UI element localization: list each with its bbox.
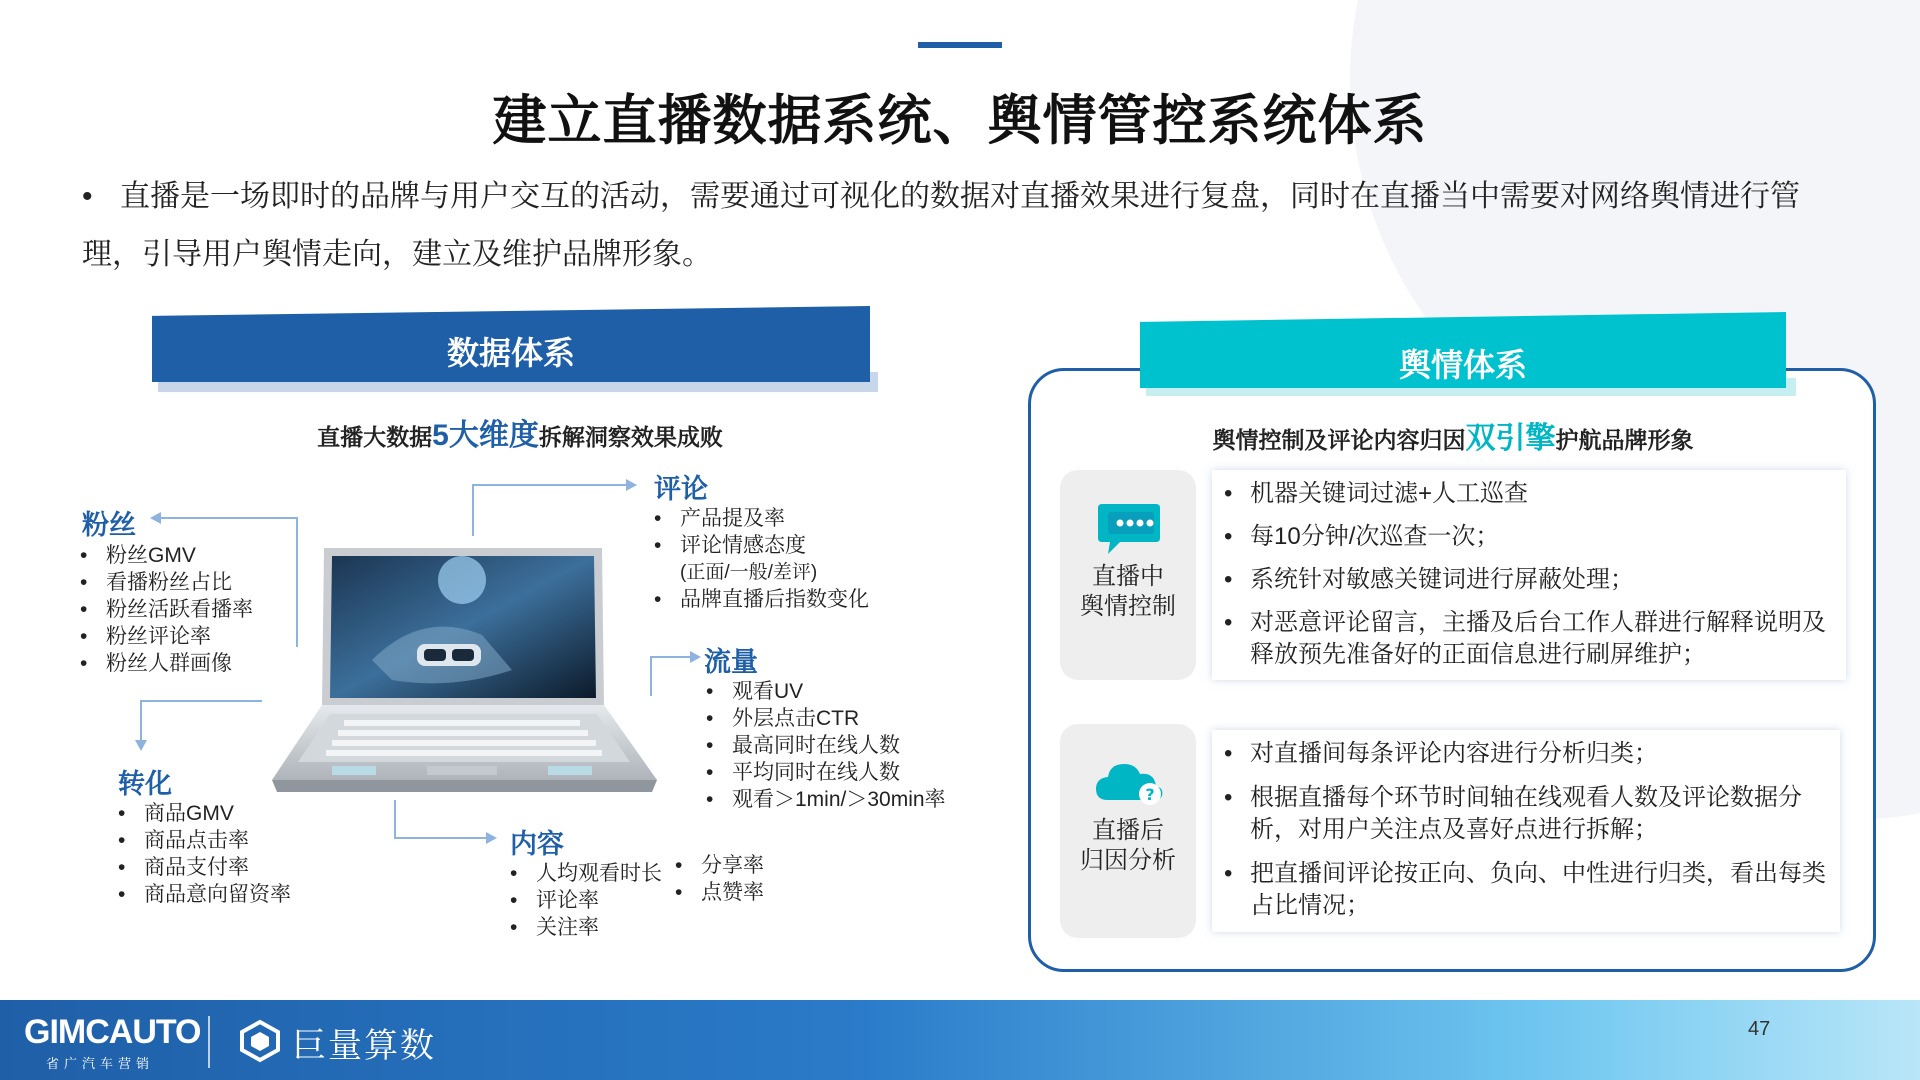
list-item: • 观看＞1min/＞30min率: [704, 786, 946, 813]
list-item: • 评论情感态度: [652, 532, 869, 559]
title-accent-bar: [918, 42, 1002, 48]
list-item: • 平均同时在线人数: [704, 759, 946, 786]
list-item: • 看播粉丝占比: [78, 569, 253, 596]
list-item: • 最高同时在线人数: [704, 732, 946, 759]
connector-line: [472, 484, 626, 486]
list-item: • 粉丝活跃看播率: [78, 596, 253, 623]
list-item: • 外层点击CTR: [704, 705, 946, 732]
connector-arrow: [150, 512, 161, 524]
page-number: 47: [1748, 1018, 1771, 1040]
connector-arrow: [486, 832, 497, 844]
list-item: • 关注率: [508, 914, 662, 941]
connector-line: [394, 800, 396, 838]
traffic-title: 流量: [704, 647, 758, 677]
list-item: • 每10分钟/次巡查一次；: [1218, 521, 1838, 553]
data-system-header-label: 数据体系: [446, 335, 575, 371]
connector-arrow: [135, 740, 147, 751]
list-item: • 系统针对敏感关键词进行屏蔽处理；: [1218, 564, 1838, 596]
footer-bar: [0, 1000, 1920, 1080]
list-item: • 机器关键词过滤+人工巡查: [1218, 478, 1838, 510]
connector-line: [472, 484, 474, 536]
list-item: • 对恶意评论留言，主播及后台工作人群进行解释说明及释放预先准备好的正面信息进行刷屏维护；: [1218, 607, 1838, 671]
list-item: • 点赞率: [673, 879, 764, 906]
laptop-image: [252, 540, 672, 800]
post-live-label: [1060, 816, 1196, 876]
conversion-title: 转化: [118, 769, 172, 799]
juliang-logo-text: 巨量算数: [292, 1027, 436, 1065]
sentiment-subtitle: [1040, 413, 1866, 457]
content-list-a: [508, 860, 662, 941]
connector-line: [650, 656, 652, 696]
subtitle-highlight: 5大维度: [432, 419, 539, 452]
bullet: •: [82, 180, 93, 213]
subtitle-highlight: 双引擎: [1465, 422, 1556, 455]
list-item: • 把直播间评论按正向、负向、中性进行归类，看出每类占比情况；: [1218, 858, 1826, 922]
fans-title: 粉丝: [82, 510, 136, 540]
chat-bubble-icon: [1094, 502, 1164, 558]
card-label-line: 直播后: [1092, 817, 1164, 844]
list-item: • 商品支付率: [116, 854, 291, 881]
content-list-b: [673, 852, 764, 906]
list-item: • 对直播间每条评论内容进行分析归类；: [1218, 738, 1826, 770]
traffic-list: [704, 678, 946, 813]
intro-text: 直播是一场即时的品牌与用户交互的活动，需要通过可视化的数据对直播效果进行复盘，同时在直播当中需要对网络舆情进行管理，引导用户舆情走向，建立及维护品牌形象。: [82, 180, 1800, 271]
connector-line: [394, 837, 486, 839]
connector-line: [140, 700, 262, 702]
cloud-question-icon: [1094, 756, 1166, 808]
list-item: • 评论率: [508, 887, 662, 914]
juliang-logo-icon: [238, 1019, 282, 1063]
list-item: • 产品提及率: [652, 505, 869, 532]
footer-divider: [208, 1016, 210, 1068]
connector-line: [296, 517, 298, 647]
list-item: • 观看UV: [704, 678, 946, 705]
card-label-line: 归因分析: [1080, 847, 1176, 874]
card-label-line: 舆情控制: [1080, 593, 1176, 620]
page-title: 建立直播数据系统、舆情管控系统体系: [492, 91, 1428, 151]
list-item: • 商品GMV: [116, 800, 291, 827]
content-title: 内容: [510, 829, 564, 859]
list-item: • 粉丝GMV: [78, 542, 253, 569]
list-item: • 根据直播每个环节时间轴在线观看人数及评论数据分析，对用户关注点及喜好点进行拆解；: [1218, 782, 1826, 846]
gimcauto-logo-subtitle: 省广汽车营销: [46, 1056, 155, 1071]
list-item: • 品牌直播后指数变化: [652, 586, 869, 613]
list-item: • 粉丝人群画像: [78, 650, 253, 677]
connector-line: [160, 517, 298, 519]
list-item: • 商品意向留资率: [116, 881, 291, 908]
data-system-subtitle: [200, 410, 840, 454]
intro-paragraph: [82, 168, 1842, 284]
list-item: • 商品点击率: [116, 827, 291, 854]
comment-list: [652, 505, 869, 613]
subtitle-text: 护航品牌形象: [1555, 427, 1694, 453]
gimcauto-logo: GIMCAUTO: [24, 1013, 201, 1051]
subtitle-text: 舆情控制及评论内容归因: [1212, 427, 1466, 453]
subtitle-text: 拆解洞察效果成败: [538, 424, 723, 450]
connector-line: [650, 656, 690, 658]
post-live-list: [1218, 738, 1826, 922]
connector-line: [140, 700, 142, 740]
svg-text:?: ?: [1145, 785, 1155, 804]
connector-arrow: [690, 651, 701, 663]
live-control-label: [1060, 562, 1196, 622]
list-item: • 人均观看时长: [508, 860, 662, 887]
sentiment-header-label: 舆情体系: [1398, 347, 1527, 383]
live-control-list: [1218, 478, 1838, 671]
conversion-list: [116, 800, 291, 908]
list-item: • 粉丝评论率: [78, 623, 253, 650]
list-item: • 分享率: [673, 852, 764, 879]
fans-list: [78, 542, 253, 677]
subtitle-text: 直播大数据: [317, 424, 433, 450]
card-label-line: 直播中: [1092, 563, 1164, 590]
connector-arrow: [626, 479, 637, 491]
list-item: (正面/一般/差评): [680, 562, 818, 583]
comment-title: 评论: [654, 474, 708, 504]
